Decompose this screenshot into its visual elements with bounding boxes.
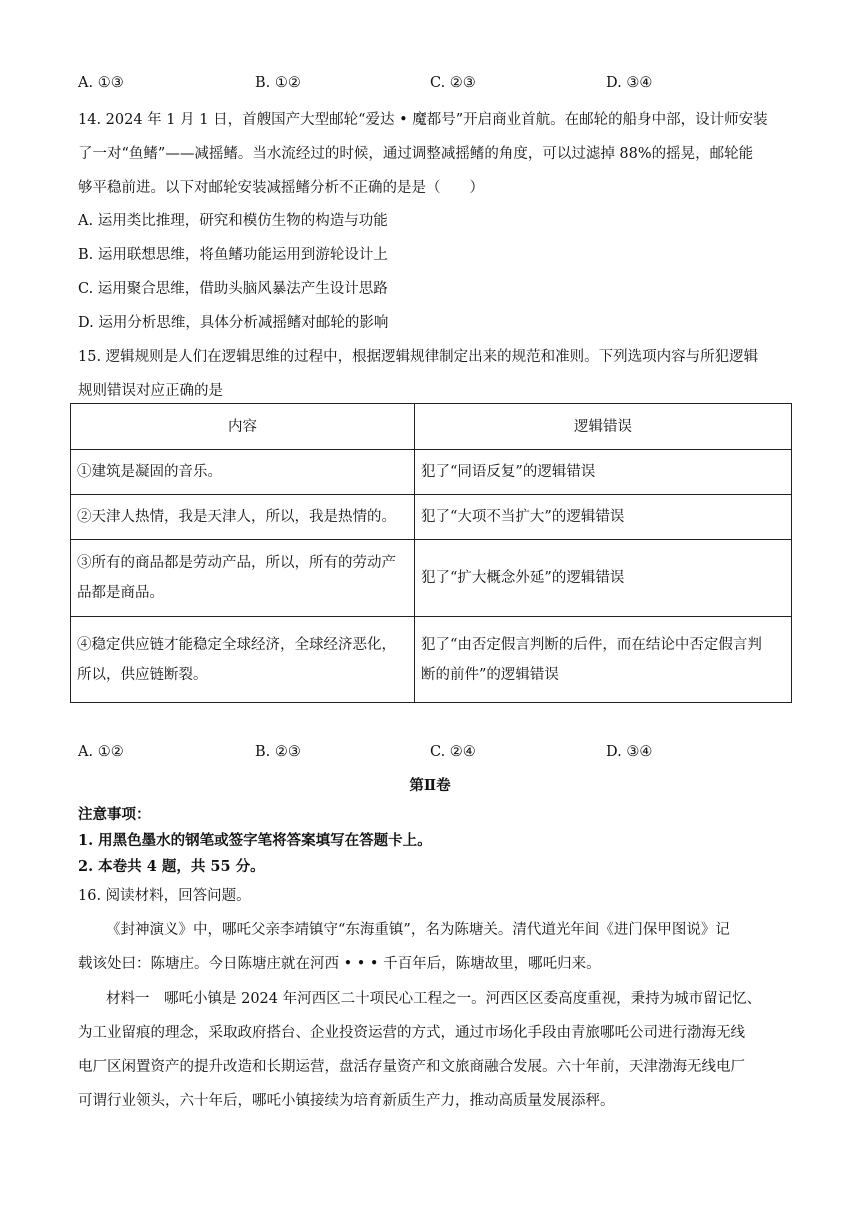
table-row — [71, 495, 792, 540]
q14-option-b: B. 运用联想思维，将鱼鳍功能运用到游轮设计上 — [78, 247, 388, 263]
header-logic-error: 逻辑错误 — [415, 404, 792, 450]
q14-option-c: C. 运用聚合思维，借助头脑风暴法产生设计思路 — [78, 281, 388, 297]
row4-error — [415, 617, 792, 703]
section-title: 第Ⅱ卷 — [409, 777, 451, 794]
q13-option-d: D. ③④ — [606, 75, 653, 91]
q13-option-a: A. ①③ — [78, 75, 124, 91]
q13-options — [78, 75, 778, 97]
q14-option-d: D. 运用分析思维，具体分析减摇鳍对邮轮的影响 — [78, 315, 389, 331]
row2-content — [71, 495, 415, 540]
q15-stem-line-1: 15. 逻辑规则是人们在逻辑思维的过程中，根据逻辑规律制定出来的规范和准则。下列选项内容与所犯逻辑 — [78, 349, 759, 365]
row4-error-line-1: 犯了“由否定假言判断的后件，而在结论中否定假言判 — [421, 636, 762, 653]
q15-options — [78, 744, 778, 766]
q13-option-c: C. ②③ — [430, 75, 476, 91]
table-row — [71, 617, 792, 703]
row3-content-line-1: ③所有的商品都是劳动产品，所以，所有的劳动产 — [77, 555, 396, 571]
row1-error-text: 犯了“同语反复”的逻辑错误 — [421, 464, 596, 480]
notice-title: 注意事项： — [78, 806, 151, 823]
row3-error-text: 犯了“扩大概念外延”的逻辑错误 — [421, 570, 625, 586]
q14-option-a: A. 运用类比推理，研究和模仿生物的构造与功能 — [78, 213, 388, 229]
q14-stem-line-2: 了一对“鱼鳍”——减摇鳍。当水流经过的时候，通过调整减摇鳍的角度，可以过滤掉 88%的摇晃，邮轮能 — [78, 146, 754, 162]
row2-error — [415, 495, 792, 540]
row1-content — [71, 450, 415, 495]
material1-line-4: 可谓行业领头，六十年后，哪吒小镇接续为培育新质生产力，推动高质量发展添秤。 — [78, 1093, 615, 1109]
q15-stem-line-2: 规则错误对应正确的是 — [78, 383, 223, 399]
row1-content-text: ①建筑是凝固的音乐。 — [77, 464, 222, 480]
logic-error-table — [70, 403, 792, 703]
material1-line-2: 为工业留痕的理念，采取政府搭台、企业投资运营的方式，通过市场化手段由青旅哪吒公司进行渤海无线 — [78, 1025, 745, 1041]
row3-content-line-2: 品都是商品。 — [77, 585, 164, 601]
row4-content-line-2: 所以，供应链断裂。 — [77, 666, 208, 683]
q15-option-d: D. ③④ — [606, 744, 653, 760]
q14-stem-line-3: 够平稳前进。以下对邮轮安装减摇鳍分析不正确的是是（ ） — [78, 180, 484, 196]
row2-error-text: 犯了“大项不当扩大”的逻辑错误 — [421, 509, 625, 525]
table-row — [71, 540, 792, 617]
q16-stem: 16. 阅读材料，回答问题。 — [78, 888, 251, 904]
notice-item-2: 2. 本卷共 4 题，共 55 分。 — [78, 858, 265, 875]
table-header-row — [71, 404, 792, 450]
q14-stem-line-1: 14. 2024 年 1 月 1 日，首艘国产大型邮轮“爱达 • 魔都号”开启商业首航。在邮轮的船身中部，设计师安装 — [78, 112, 768, 128]
q16-intro-line-2: 载该处曰：陈塘庄。今日陈塘庄就在河西 • • • 千百年后，陈塘故里，哪吒归来。 — [78, 956, 601, 972]
q15-option-c: C. ②④ — [430, 744, 476, 760]
material1-line-1: 材料一 哪吒小镇是 2024 年河西区二十项民心工程之一。河西区区委高度重视，秉持为城市留记忆、 — [106, 991, 762, 1007]
q13-option-b: B. ①② — [255, 75, 301, 91]
row3-error — [415, 540, 792, 617]
row1-error — [415, 450, 792, 495]
row4-error-line-2: 断的前件”的逻辑错误 — [421, 666, 559, 683]
row2-content-text: ②天津人热情，我是天津人，所以，我是热情的。 — [77, 509, 396, 525]
q15-option-a: A. ①② — [78, 744, 124, 760]
row3-content — [71, 540, 415, 617]
q16-intro-line-1: 《封神演义》中，哪吒父亲李靖镇守“东海重镇”，名为陈塘关。清代道光年间《进门保甲图说》记 — [106, 922, 730, 938]
row4-content — [71, 617, 415, 703]
header-content: 内容 — [71, 404, 415, 450]
q15-option-b: B. ②③ — [255, 744, 301, 760]
row4-content-line-1: ④稳定供应链才能稳定全球经济，全球经济恶化， — [77, 636, 396, 653]
notice-item-1: 1. 用黑色墨水的钢笔或签字笔将答案填写在答题卡上。 — [78, 832, 432, 849]
material1-line-3: 电厂区闲置资产的提升改造和长期运营，盘活存量资产和文旅商融合发展。六十年前，天津渤海无线电厂 — [78, 1059, 745, 1075]
table-row — [71, 450, 792, 495]
